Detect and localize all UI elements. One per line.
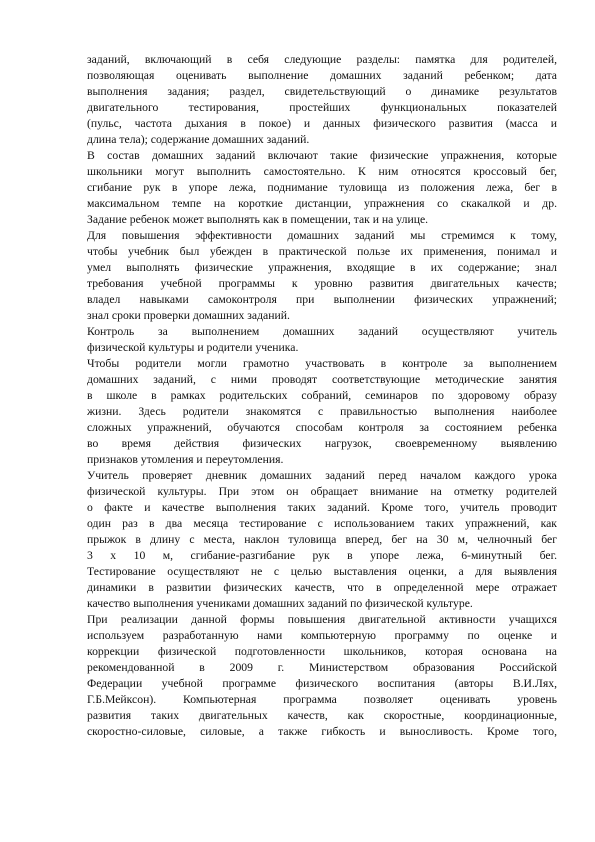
text-line: во время действия физических нагрузок, своевременному выявлению (87, 437, 557, 450)
text-line: Чтобы родители могли грамотно участвовать в контроле за выполнением (87, 357, 557, 370)
paragraph (87, 612, 557, 740)
paragraph (87, 148, 557, 228)
text-line: о факте и качестве выполнения таких заданий. Кроме того, учитель проводит (87, 501, 557, 514)
text-line: прыжок в длину с места, наклон туловища вперед, бег на 30 м, челночный бег (87, 533, 557, 546)
paragraph (87, 52, 557, 148)
text-line: скоростно-силовые, силовые, а также гибкость и выносливость. Кроме того, (87, 725, 557, 738)
text-line: признаков утомления и переутомления. (87, 453, 284, 466)
text-line: позволяющая оценивать выполнение домашних заданий ребенком; дата (87, 69, 557, 82)
text-line: Задание ребенок может выполнять как в помещении, так и на улице. (87, 213, 429, 226)
text-line: владел навыками самоконтроля при выполнении физических упражнений; (87, 293, 557, 306)
text-line: Контроль за выполнением домашних заданий осуществляют учитель (87, 325, 557, 338)
text-line: 3 х 10 м, сгибание-разгибание рук в упоре лежа, 6-минутный бег. (87, 549, 557, 562)
text-line: Тестирование осуществляют не с целью выставления оценки, а для выявления (87, 565, 557, 578)
text-line: динамики в развитии физических качеств, что в определенной мере отражает (87, 581, 557, 594)
text-line: коррекции физической подготовленности школьников, которая основана на (87, 645, 557, 658)
text-line: умел выполнять физические упражнения, входящие в их содержание; знал (87, 261, 557, 274)
text-line: максимальном темпе на короткие дистанции, упражнения со скакалкой и др. (87, 197, 557, 210)
text-line: используем разработанную нами компьютерную программу по оценке и (87, 629, 557, 642)
paragraph (87, 356, 557, 468)
text-line: рекомендованной в 2009 г. Министерством образования Российской (87, 661, 557, 674)
text-line: двигательного тестирования, простейших функциональных показателей (87, 101, 557, 114)
text-line: Учитель проверяет дневник домашних заданий перед началом каждого урока (87, 469, 557, 482)
text-line: чтобы учебник был убежден в практической пользе их применения, понимал и (87, 245, 557, 258)
text-line: Для повышения эффективности домашних заданий мы стремимся к тому, (87, 229, 557, 242)
text-line: физической культуры. При этом он обращает внимание на отметку родителей (87, 485, 557, 498)
paragraph (87, 324, 557, 356)
text-line: сгибание рук в упоре лежа, поднимание туловища из положения лежа, бег в (87, 181, 557, 194)
text-line: заданий, включающий в себя следующие разделы: памятка для родителей, (87, 53, 557, 66)
text-line: развития таких двигательных качеств, как скоростные, координационные, (87, 709, 557, 722)
text-line: Г.Б.Мейксон). Компьютерная программа позволяет оценивать уровень (87, 693, 557, 706)
text-line: школьники могут выполнить самостоятельно. К ним относятся кроссовый бег, (87, 165, 557, 178)
text-line: жизни. Здесь родители знакомятся с правильностью выполнения наиболее (87, 405, 557, 418)
text-line: длина тела); содержание домашних заданий. (87, 133, 310, 146)
text-line: один раз в два месяца тестирование с использованием таких упражнений, как (87, 517, 557, 530)
text-line: (пульс, частота дыхания в покое) и данных физического развития (масса и (87, 117, 557, 130)
text-line: При реализации данной формы повышения двигательной активности учащихся (87, 613, 557, 626)
text-line: В состав домашних заданий включают такие физические упражнения, которые (87, 149, 557, 162)
document-page (87, 52, 557, 740)
text-line: качество выполнения учениками домашних заданий по физической культуре. (87, 597, 473, 610)
text-line: знал сроки проверки домашних заданий. (87, 309, 290, 322)
text-line: Федерации учебной программе физического воспитания (авторы В.И.Лях, (87, 677, 557, 690)
text-line: требования учебной программы к уровню развития двигательных качеств; (87, 277, 557, 290)
text-line: выполнения задания; раздел, свидетельствующий о динамике результатов (87, 85, 557, 98)
text-line: сложных упражнений, обучаются способам контроля за состоянием ребенка (87, 421, 557, 434)
paragraph (87, 468, 557, 612)
text-line: физической культуры и родители ученика. (87, 341, 299, 354)
paragraph (87, 228, 557, 324)
text-line: в школе в рамках родительских собраний, семинаров по здоровому образу (87, 389, 557, 402)
text-line: домашних заданий, с ними проводят соответствующие методические занятия (87, 373, 557, 386)
